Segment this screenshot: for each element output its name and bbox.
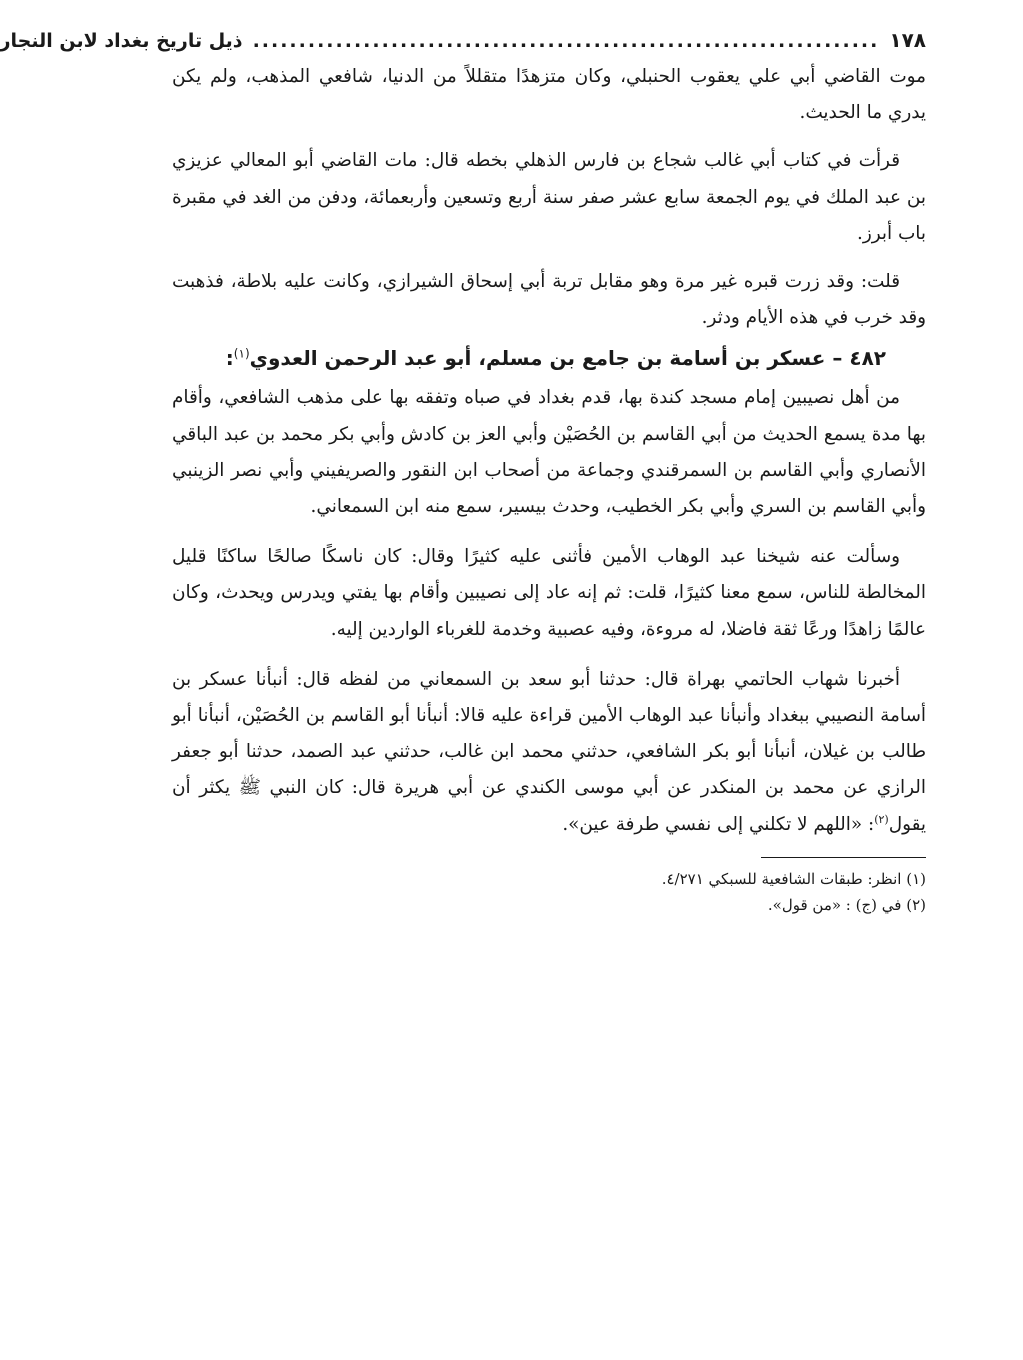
entry-heading bbox=[172, 336, 926, 380]
main-text bbox=[172, 59, 926, 843]
paragraph-6-text-a: أخبرنا شهاب الحاتمي بهراة قال: حدثنا أبو سعد بن السمعاني من لفظه قال: أنبأنا عسكر بن أسامة النصيبي ببغداد وأنبأنا عبد الوهاب الأمين قراءة عليه قالا: أنبأنا أبو القاسم بن الحُصَيْن، أنبأنا أبو طالب بن غيلان، أنبأنا أبو بكر الشافعي، حدثني محمد ابن غالب، حدثني عبد الصمد، حدثنا أبو جعفر الرازي عن محمد بن المنكدر عن أبي موسى الكندي عن أبي هريرة قال: كان النبي ﷺ يكثر أن يقول bbox=[172, 668, 926, 835]
footnote-ref-1: (١) bbox=[233, 346, 250, 361]
footnote-1: (١) انظر: طبقات الشافعية للسبكي ٤/٢٧١. bbox=[661, 869, 926, 888]
book-page bbox=[0, 22, 926, 918]
footnote-ref-2: (٢) bbox=[874, 812, 889, 826]
paragraph-6 bbox=[172, 662, 926, 843]
paragraph-6-text-b: : «اللهم لا تكلني إلى نفسي طرفة عين». bbox=[562, 813, 875, 835]
paragraph-4: من أهل نصيبين إمام مسجد كندة بها، قدم بغداد في صباه وتفقه بها على مذهب الشافعي، وأقام بها مدة يسمع الحديث من أبي القاسم بن الحُصَيْن وأبي العز بن كادش وأبي بكر محمد بن عبد الباقي الأنصاري وأبي القاسم بن السمرقندي وجماعة من أصحاب ابن النقور والصريفيني وأبي نصر الزينبي وأبي القاسم بن السري وأبي بكر الخطيب، وحدث بيسير، سمع منه ابن السمعاني. bbox=[172, 387, 926, 518]
book-title: ذيل تاريخ بغداد لابن النجار bbox=[0, 30, 243, 52]
footnotes bbox=[172, 866, 926, 918]
footnote-divider bbox=[761, 857, 926, 858]
paragraph-3: قلت: وقد زرت قبره غير مرة وهو مقابل تربة أبي إسحاق الشيرازي، وكانت عليه بلاطة، فذهبت وقد خرب في هذه الأيام ودثر. bbox=[172, 271, 926, 329]
paragraph-2: قرأت في كتاب أبي غالب شجاع بن فارس الذهلي بخطه قال: مات القاضي أبو المعالي عزيزي بن عبد الملك في يوم الجمعة سابع عشر صفر سنة أربع وتسعين وأربعمائة، ودفن من الغد في مقبرة باب أبرز. bbox=[172, 150, 926, 244]
entry-heading-text: ٤٨٢ – عسكر بن أسامة بن جامع بن مسلم، أبو عبد الرحمن العدوي bbox=[249, 346, 886, 371]
page-number: ١٧٨ bbox=[889, 28, 926, 52]
running-header bbox=[0, 22, 926, 59]
paragraph-1: موت القاضي أبي علي يعقوب الحنبلي، وكان متزهدًا متقللاً من الدنيا، شافعي المذهب، ولم يكن يدري ما الحديث. bbox=[172, 66, 926, 124]
paragraph-5: وسألت عنه شيخنا عبد الوهاب الأمين فأثنى عليه كثيرًا وقال: كان ناسكًا صالحًا ساكنًا قليل المخالطة للناس، سمع معنا كثيرًا، قلت: ثم إنه عاد إلى نصيبين وأقام بها يفتي ويدرس ويحدث، وكان عالمًا زاهدًا ورعًا ثقة فاضلا، له مروءة، وفيه عصبية وخدمة للغرباء الواردين إليه. bbox=[172, 546, 926, 640]
footnote-2: (٢) في (ج) : «من قول». bbox=[767, 895, 926, 914]
entry-heading-colon: : bbox=[225, 346, 234, 371]
dotted-leader: .................................................................... bbox=[252, 30, 880, 52]
